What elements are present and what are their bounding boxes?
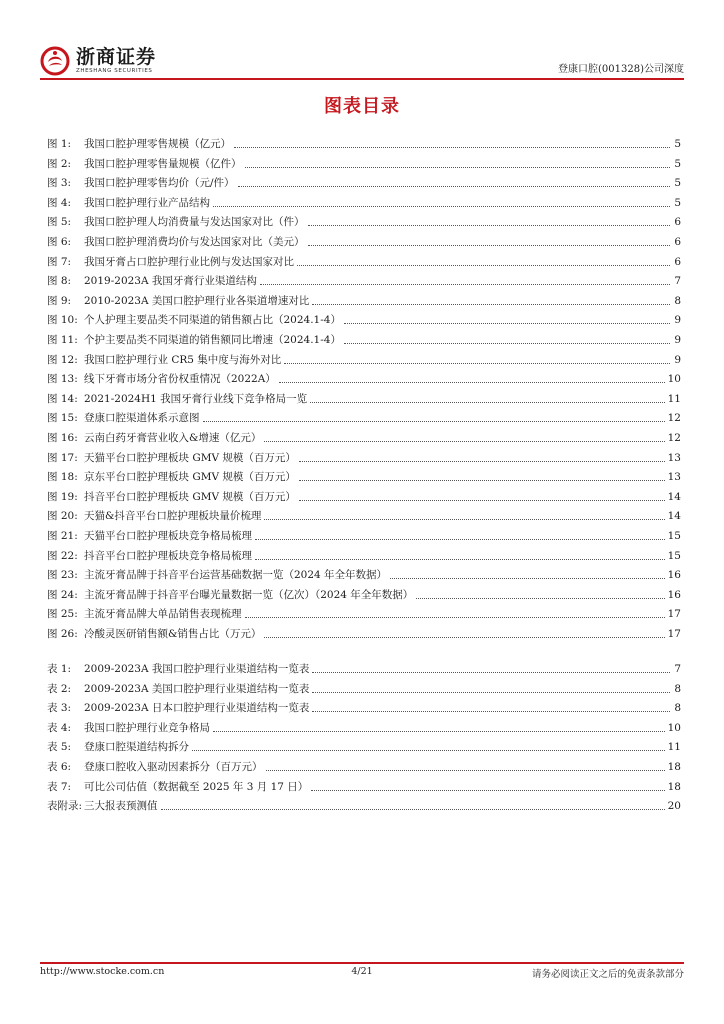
toc-entry-page: 10 xyxy=(667,721,681,734)
toc-entry-number: 表 3: xyxy=(47,702,72,715)
toc-entry-number: 图 3: xyxy=(47,177,72,190)
figure-toc-entry[interactable] xyxy=(47,584,681,602)
toc-entry-title: 我国口腔护理零售均价（元/件） xyxy=(84,177,235,190)
toc-entry-title: 主流牙膏品牌于抖音平台运营基础数据一览（2024 年全年数据） xyxy=(84,569,388,582)
figure-toc-entry[interactable] xyxy=(47,172,681,190)
company-logo xyxy=(40,44,156,78)
report-title-header: 登康口腔(001328)公司深度 xyxy=(558,64,684,75)
toc-entry-number: 图 5: xyxy=(47,216,72,229)
toc-entry-title: 天猫&抖音平台口腔护理板块量价梳理 xyxy=(84,510,262,523)
toc-leader-dots xyxy=(284,363,670,364)
toc-entry-page: 8 xyxy=(674,702,681,715)
zheshang-logo-icon xyxy=(40,46,70,76)
figure-toc-entry[interactable] xyxy=(47,270,681,288)
toc-entry-number: 图 17: xyxy=(47,451,78,464)
toc-entry-title: 京东平台口腔护理板块 GMV 规模（百万元） xyxy=(84,471,296,484)
toc-entry-number: 图 23: xyxy=(47,569,78,582)
figure-toc-entry[interactable] xyxy=(47,407,681,425)
figure-toc-entry[interactable] xyxy=(47,603,681,621)
page-header xyxy=(40,40,684,80)
footer-divider xyxy=(40,962,684,964)
footer-disclaimer: 请务必阅读正文之后的免责条款部分 xyxy=(531,969,684,980)
toc-leader-dots xyxy=(161,809,665,810)
toc-leader-dots xyxy=(308,245,671,246)
toc-entry-number: 图 12: xyxy=(47,353,78,366)
toc-leader-dots xyxy=(344,343,670,344)
toc-entry-title: 登康口腔渠道体系示意图 xyxy=(84,412,200,425)
toc-entry-number: 图 11: xyxy=(47,334,78,346)
toc-entry-title: 2009-2023A 我国口腔护理行业渠道结构一览表 xyxy=(84,663,310,675)
toc-leader-dots xyxy=(213,731,665,732)
toc-entry-page: 15 xyxy=(667,530,681,542)
figure-toc-entry[interactable] xyxy=(47,623,681,641)
toc-entry-page: 9 xyxy=(674,334,681,346)
toc-leader-dots xyxy=(312,304,670,305)
toc-entry-title: 三大报表预测值 xyxy=(84,800,158,813)
figure-toc-entry[interactable] xyxy=(47,349,681,367)
toc-entry-title: 我国口腔护理行业 CR5 集中度与海外对比 xyxy=(84,353,282,366)
toc-entry-page: 14 xyxy=(667,510,681,523)
toc-entry-title: 2019-2023A 我国牙膏行业渠道结构 xyxy=(84,275,257,288)
toc-entry-page: 10 xyxy=(667,373,681,386)
toc-entry-number: 图 8: xyxy=(47,275,72,288)
toc-entry-page: 16 xyxy=(667,588,681,601)
toc-entry-number: 表 5: xyxy=(47,741,72,754)
table-toc-entry[interactable] xyxy=(47,697,681,715)
toc-entry-page: 9 xyxy=(674,353,681,366)
toc-leader-dots xyxy=(297,265,670,266)
toc-entry-page: 7 xyxy=(674,275,681,288)
toc-entry-title: 个护主要品类不同渠道的销售额同比增速（2024.1-4） xyxy=(84,334,341,346)
toc-entry-page: 17 xyxy=(667,608,681,621)
toc-leader-dots xyxy=(264,441,664,442)
logo-english-name: ZHESHANG SECURITIES xyxy=(76,68,153,74)
toc-entry-title: 我国口腔护理人均消费量与发达国家对比（件） xyxy=(84,216,305,229)
toc-entry-page: 20 xyxy=(667,800,681,813)
toc-entry-page: 8 xyxy=(674,682,681,695)
toc-leader-dots xyxy=(299,461,665,462)
toc-leader-dots xyxy=(416,598,664,599)
toc-entry-title: 我国牙膏占口腔护理行业比例与发达国家对比 xyxy=(84,255,294,268)
toc-entry-number: 图 16: xyxy=(47,432,78,444)
toc-leader-dots xyxy=(255,539,665,540)
toc-entry-title: 我国口腔护理零售量规模（亿件） xyxy=(84,157,242,170)
toc-entry-title: 2009-2023A 日本口腔护理行业渠道结构一览表 xyxy=(84,702,310,715)
toc-leader-dots xyxy=(312,711,670,712)
toc-entry-page: 13 xyxy=(667,451,681,464)
toc-entry-number: 图 14: xyxy=(47,392,78,405)
toc-leader-dots xyxy=(312,672,670,673)
toc-entry-page: 17 xyxy=(667,628,681,640)
toc-leader-dots xyxy=(203,421,665,422)
figure-toc-entry[interactable] xyxy=(47,329,681,347)
toc-leader-dots xyxy=(344,323,670,324)
toc-entry-page: 5 xyxy=(674,177,681,190)
figure-toc-entry[interactable] xyxy=(47,133,681,151)
toc-entry-title: 我国口腔护理行业产品结构 xyxy=(84,196,210,209)
toc-entry-title: 抖音平台口腔护理板块竞争格局梳理 xyxy=(84,549,252,562)
table-toc-entry[interactable] xyxy=(47,717,681,735)
toc-entry-title: 我国口腔护理行业竞争格局 xyxy=(84,721,210,734)
toc-entry-page: 15 xyxy=(667,549,681,562)
toc-entry-number: 图 26: xyxy=(47,628,78,640)
toc-entry-page: 12 xyxy=(667,412,681,425)
logo-chinese-name: 浙商证券 xyxy=(76,46,157,68)
toc-leader-dots xyxy=(238,186,670,187)
toc-entry-number: 图 9: xyxy=(47,294,72,307)
toc-entry-title: 主流牙膏品牌于抖音平台曝光量数据一览（亿次）（2024 年全年数据） xyxy=(84,588,414,601)
toc-entry-page: 11 xyxy=(667,741,681,754)
figure-toc-entry[interactable] xyxy=(47,545,681,563)
toc-entry-page: 12 xyxy=(667,432,681,444)
toc-entry-number: 图 4: xyxy=(47,196,72,209)
toc-entry-number: 图 21: xyxy=(47,530,78,542)
toc-entry-title: 可比公司估值（数据截至 2025 年 3 月 17 日） xyxy=(84,780,309,793)
table-toc-entry[interactable] xyxy=(47,658,681,676)
toc-leader-dots xyxy=(279,382,665,383)
figure-toc-entry[interactable] xyxy=(47,447,681,465)
table-toc-entry[interactable] xyxy=(47,795,681,813)
figure-toc-entry[interactable] xyxy=(47,505,681,523)
toc-entry-number: 图 15: xyxy=(47,412,78,425)
toc-leader-dots xyxy=(311,790,664,791)
table-toc-entry[interactable] xyxy=(47,678,681,696)
toc-leader-dots xyxy=(308,225,671,226)
toc-entry-page: 5 xyxy=(674,157,681,170)
toc-entry-title: 2010-2023A 美国口腔护理行业各渠道增速对比 xyxy=(84,294,310,307)
toc-leader-dots xyxy=(255,559,665,560)
toc-entry-number: 表 6: xyxy=(47,761,72,773)
figure-toc-entry[interactable] xyxy=(47,211,681,229)
header-divider xyxy=(40,78,684,80)
toc-leader-dots xyxy=(245,617,665,618)
page-title: 图表目录 xyxy=(324,96,400,117)
toc-entry-number: 图 20: xyxy=(47,510,78,523)
figure-toc-entry[interactable] xyxy=(47,486,681,504)
toc-entry-page: 16 xyxy=(667,569,681,582)
toc-entry-number: 图 7: xyxy=(47,255,72,268)
toc-entry-page: 13 xyxy=(667,471,681,484)
toc-leader-dots xyxy=(264,637,664,638)
toc-leader-dots xyxy=(312,692,670,693)
toc-entry-title: 个人护理主要品类不同渠道的销售额占比（2024.1-4） xyxy=(84,314,341,327)
toc-entry-page: 5 xyxy=(674,138,681,150)
page-number: 4/21 xyxy=(351,966,373,977)
figure-toc-entry[interactable] xyxy=(47,309,681,327)
toc-entry-page: 5 xyxy=(674,196,681,209)
toc-entry-number: 图 6: xyxy=(47,236,72,248)
toc-entry-number: 图 25: xyxy=(47,608,78,621)
figure-toc-entry[interactable] xyxy=(47,153,681,171)
toc-entry-title: 云南白药牙膏营业收入&增速（亿元） xyxy=(84,432,262,444)
toc-leader-dots xyxy=(192,750,665,751)
toc-entry-number: 图 1: xyxy=(47,138,72,150)
toc-entry-number: 表 1: xyxy=(47,663,72,675)
toc-entry-page: 8 xyxy=(674,294,681,307)
toc-entry-number: 表 2: xyxy=(47,682,72,695)
toc-entry-title: 抖音平台口腔护理板块 GMV 规模（百万元） xyxy=(84,490,296,503)
toc-entry-number: 图 24: xyxy=(47,588,78,601)
toc-entry-title: 登康口腔收入驱动因素拆分（百万元） xyxy=(84,761,263,773)
toc-entry-page: 6 xyxy=(674,216,681,229)
toc-entry-number: 表 4: xyxy=(47,721,72,734)
toc-entry-page: 6 xyxy=(674,236,681,248)
toc-entry-number: 图 2: xyxy=(47,157,72,170)
figure-toc-entry[interactable] xyxy=(47,466,681,484)
toc-entry-number: 表附录: xyxy=(47,800,83,813)
toc-entry-page: 18 xyxy=(667,761,681,773)
toc-entry-title: 2021-2024H1 我国牙膏行业线下竞争格局一览 xyxy=(84,392,308,405)
toc-entry-number: 图 13: xyxy=(47,373,78,386)
toc-leader-dots xyxy=(260,284,670,285)
toc-entry-title: 线下牙膏市场分省份权重情况（2022A） xyxy=(84,373,276,386)
table-toc-entry[interactable] xyxy=(47,776,681,794)
figure-toc-entry[interactable] xyxy=(47,231,681,249)
figure-toc-entry[interactable] xyxy=(47,564,681,582)
toc-entry-number: 图 18: xyxy=(47,471,78,484)
toc-entry-number: 图 10: xyxy=(47,314,78,327)
table-toc-entry[interactable] xyxy=(47,756,681,774)
toc-entry-title: 天猫平台口腔护理板块 GMV 规模（百万元） xyxy=(84,451,296,464)
footer-url[interactable]: http://www.stocke.com.cn xyxy=(40,966,165,977)
toc-entry-title: 冷酸灵医研销售额&销售占比（万元） xyxy=(84,628,262,640)
toc-entry-page: 18 xyxy=(667,780,681,793)
toc-entry-title: 登康口腔渠道结构拆分 xyxy=(84,741,189,754)
toc-leader-dots xyxy=(245,167,671,168)
toc-leader-dots xyxy=(266,770,665,771)
figure-toc-entry[interactable] xyxy=(47,525,681,543)
toc-leader-dots xyxy=(264,519,664,520)
toc-entry-page: 6 xyxy=(674,255,681,268)
toc-entry-page: 7 xyxy=(674,663,681,675)
toc-entry-page: 11 xyxy=(667,392,681,405)
toc-leader-dots xyxy=(234,147,670,148)
figure-toc-entry[interactable] xyxy=(47,192,681,210)
toc-entry-title: 我国口腔护理消费均价与发达国家对比（美元） xyxy=(84,236,305,248)
toc-leader-dots xyxy=(299,500,665,501)
toc-entry-title: 天猫平台口腔护理板块竞争格局梳理 xyxy=(84,530,252,542)
figure-toc-entry[interactable] xyxy=(47,368,681,386)
toc-leader-dots xyxy=(390,578,665,579)
table-toc-entry[interactable] xyxy=(47,736,681,754)
toc-entry-number: 表 7: xyxy=(47,780,72,793)
toc-entry-page: 9 xyxy=(674,314,681,327)
toc-entry-title: 我国口腔护理零售规模（亿元） xyxy=(84,138,231,150)
figure-toc-entry[interactable] xyxy=(47,251,681,269)
figure-toc-entry[interactable] xyxy=(47,290,681,308)
toc-entry-number: 图 19: xyxy=(47,490,78,503)
figure-toc-entry[interactable] xyxy=(47,427,681,445)
toc-leader-dots xyxy=(299,480,665,481)
toc-leader-dots xyxy=(310,402,664,403)
toc-entry-title: 2009-2023A 美国口腔护理行业渠道结构一览表 xyxy=(84,682,310,695)
toc-entry-page: 14 xyxy=(667,490,681,503)
toc-leader-dots xyxy=(213,206,670,207)
toc-entry-number: 图 22: xyxy=(47,549,78,562)
figure-toc-entry[interactable] xyxy=(47,388,681,406)
toc-entry-title: 主流牙膏品牌大单品销售表现梳理 xyxy=(84,608,242,621)
